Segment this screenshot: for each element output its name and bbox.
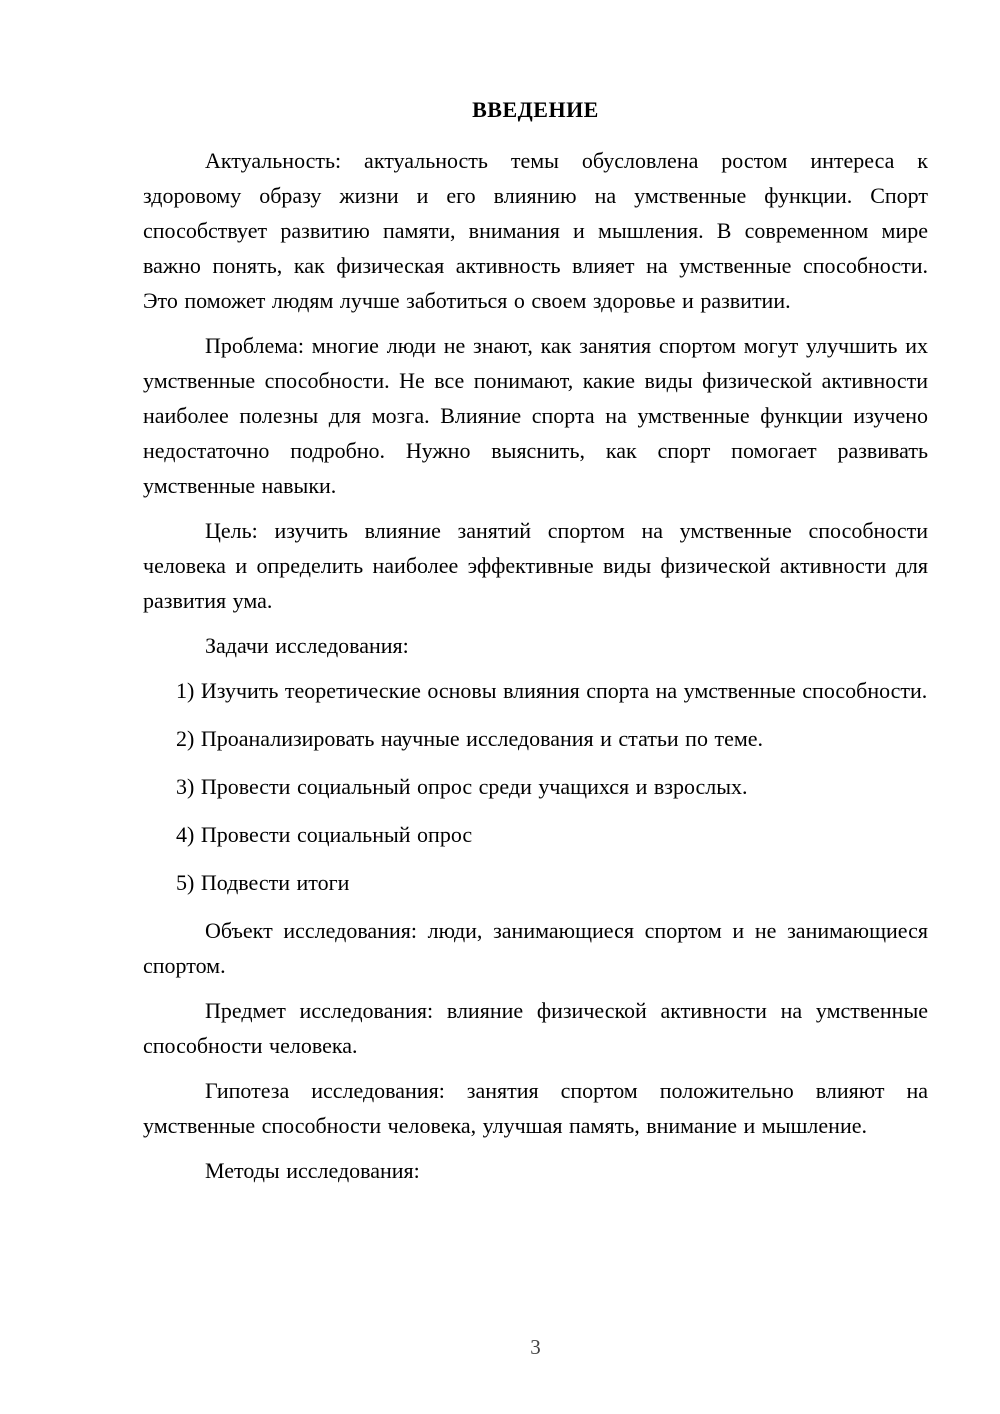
page-number: 3: [530, 1335, 541, 1359]
task-item-2: 2) Проанализировать научные исследования и статьи по теме.: [176, 726, 764, 751]
paragraph-predmet: Предмет исследования: влияние физической активности на умственные способности человека.: [143, 998, 928, 1058]
paragraph-problema: Проблема: многие люди не знают, как занятия спортом могут улучшить их умственные способности. Не все понимают, какие виды физической активности наиболее полезны для мозга. Влияние спорта на умственные функции изучено недостаточно подробно. Нужно выяснить, как спорт помогает развивать умственные навыки.: [143, 333, 928, 498]
paragraph-tsel: Цель: изучить влияние занятий спортом на умственные способности человека и определить наиболее эффективные виды физической активности для развития ума.: [143, 518, 928, 613]
paragraph-metody-heading: Методы исследования:: [205, 1158, 420, 1183]
task-item-4: 4) Провести социальный опрос: [176, 822, 473, 847]
task-item-1: 1) Изучить теоретические основы влияния спорта на умственные способности.: [176, 678, 928, 703]
paragraph-aktualnost: Актуальность: актуальность темы обусловлена ростом интереса к здоровому образу жизни и его влиянию на умственные функции. Спорт способствует развитию памяти, внимания и мышления. В современном мире важно понять, как физическая активность влияет на умственные способности. Это поможет людям лучше заботиться о своем здоровье и развитии.: [143, 148, 928, 313]
task-item-3: 3) Провести социальный опрос среди учащихся и взрослых.: [176, 774, 748, 799]
page-title: ВВЕДЕНИЕ: [472, 97, 599, 122]
paragraph-zadachi-heading: Задачи исследования:: [205, 633, 409, 658]
task-item-5: 5) Подвести итоги: [176, 870, 350, 895]
paragraph-obyekt: Объект исследования: люди, занимающиеся спортом и не занимающиеся спортом.: [143, 918, 928, 978]
paragraph-gipoteza: Гипотеза исследования: занятия спортом положительно влияют на умственные способности человека, улучшая память, внимание и мышление.: [143, 1078, 928, 1138]
